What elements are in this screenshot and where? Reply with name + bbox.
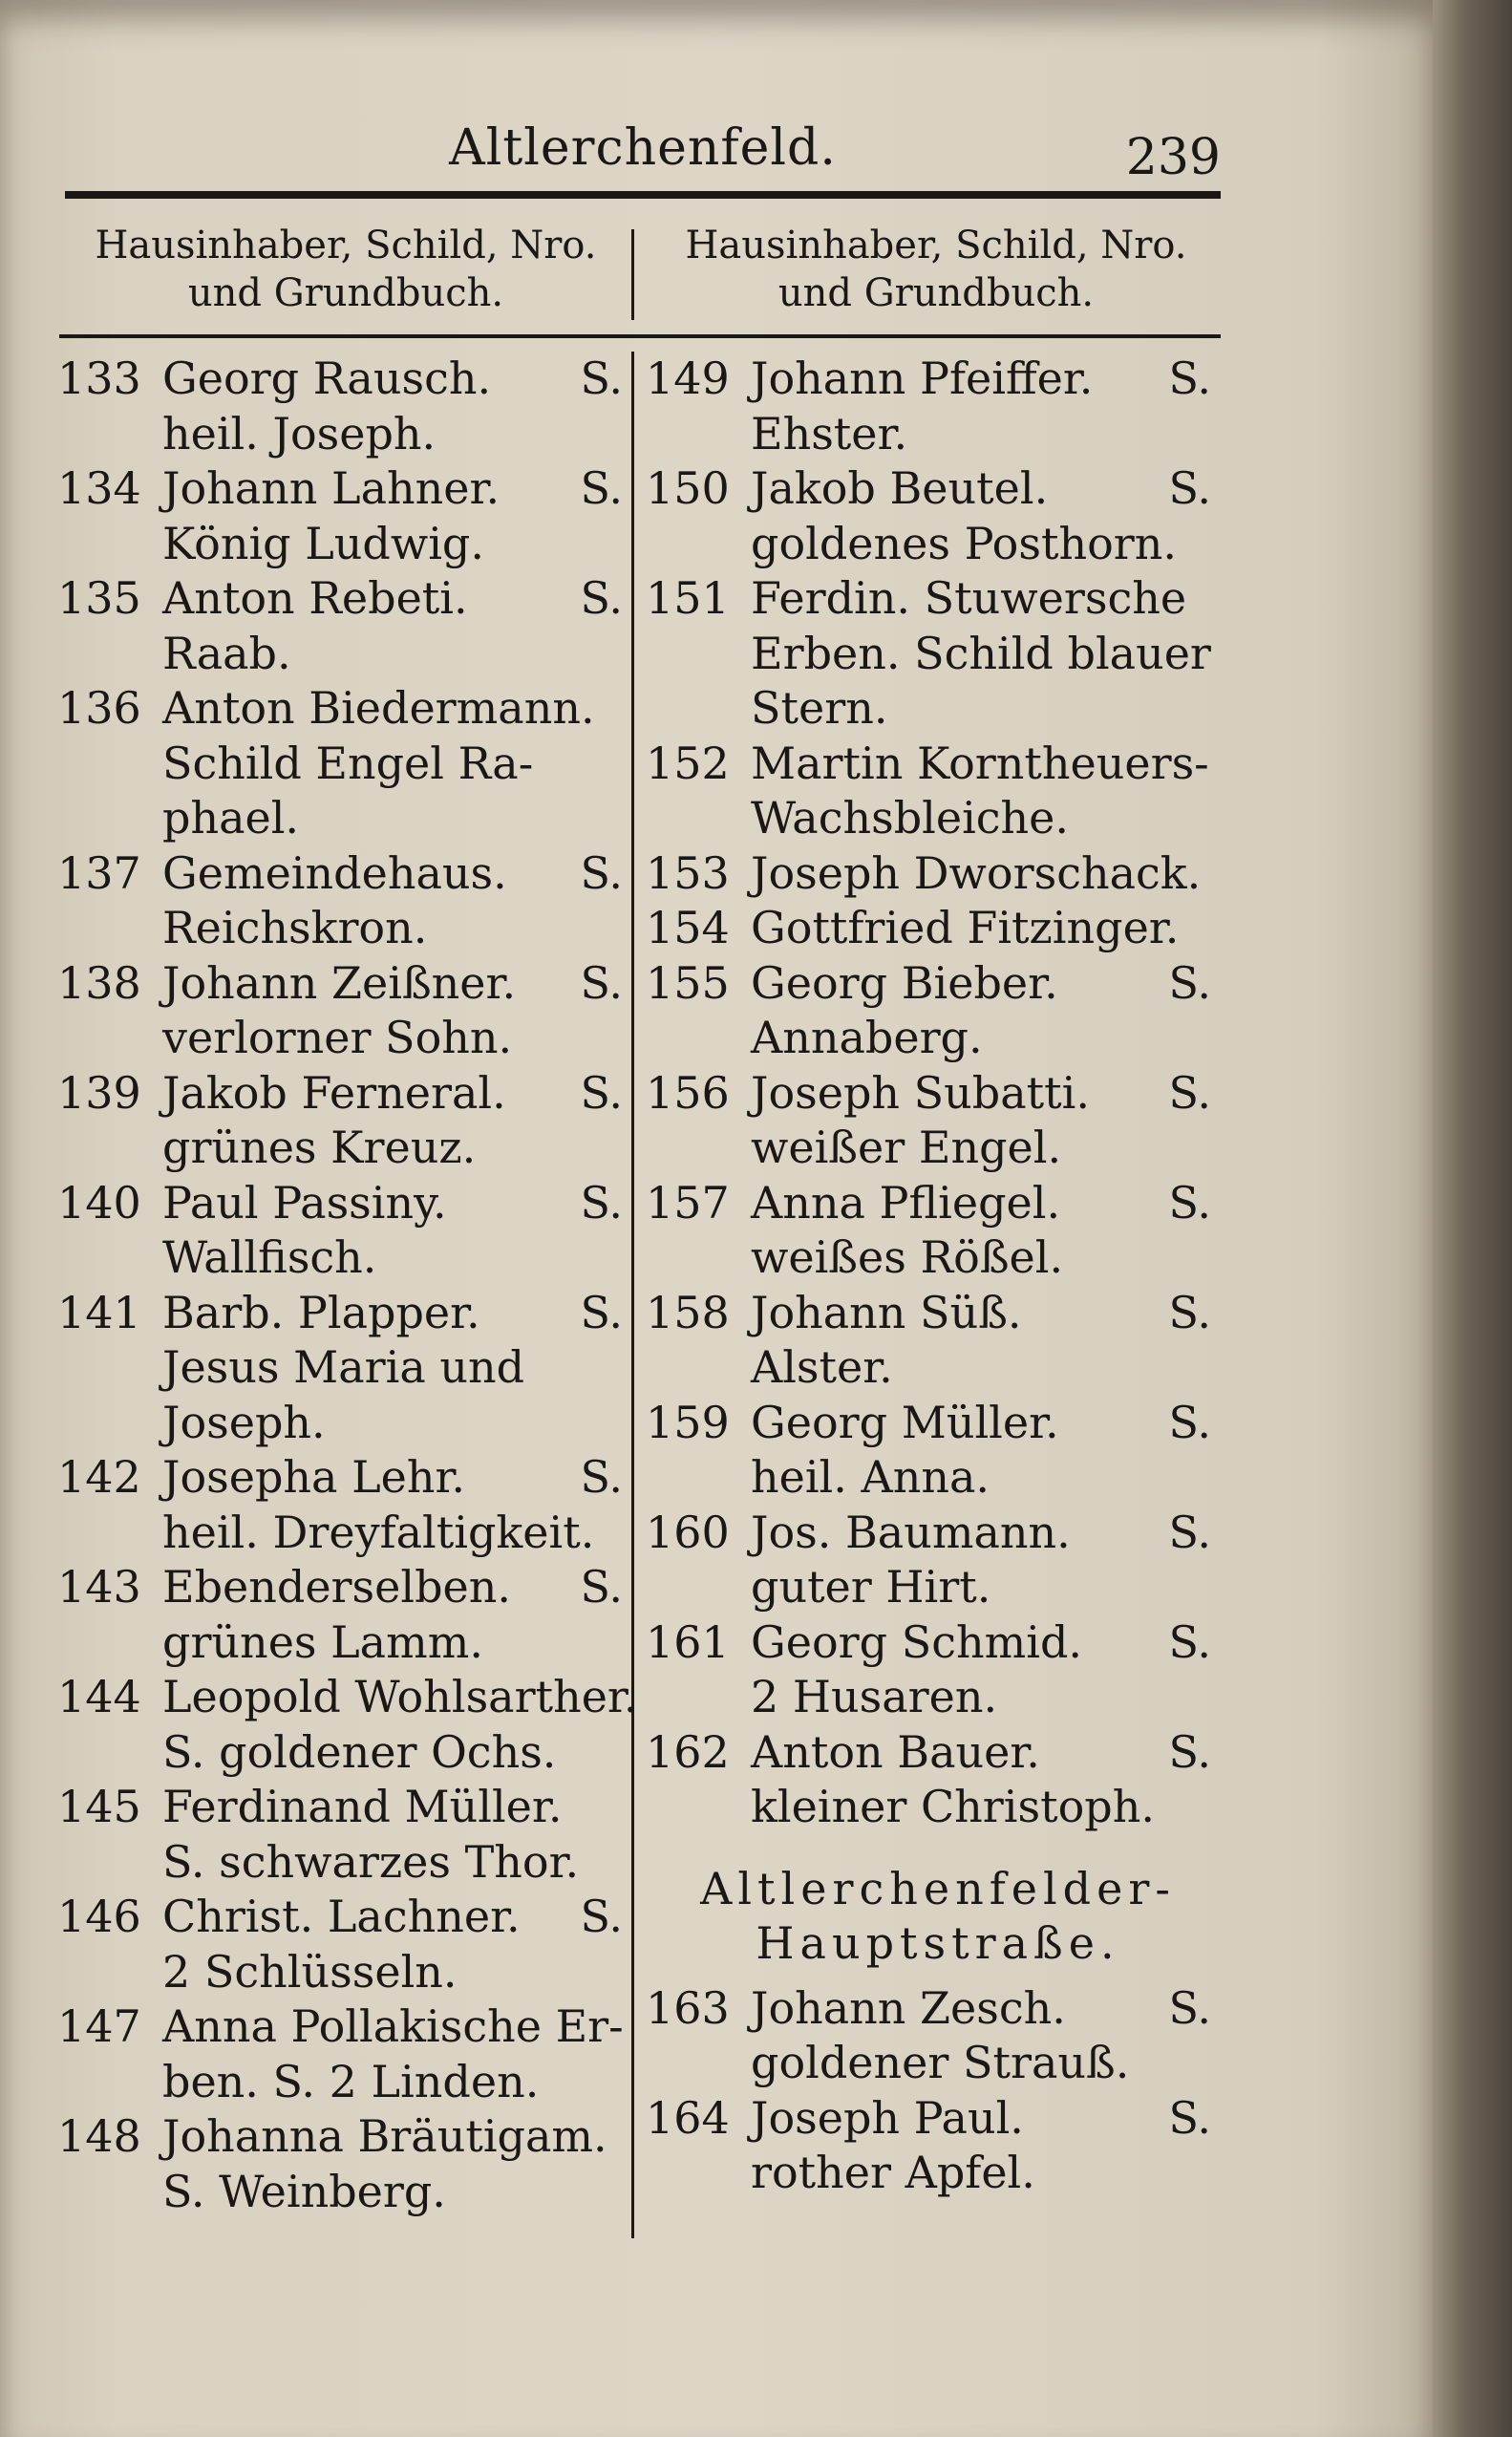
entry-line — [751, 1011, 1211, 1066]
entry-line — [162, 956, 623, 1012]
entry-text: Joseph Subatti. — [751, 1066, 1090, 1119]
list-item — [57, 1286, 623, 1451]
entry-text: Gemeindehaus. — [162, 846, 507, 899]
list-item — [57, 956, 623, 1066]
list-item — [646, 1615, 1211, 1725]
entry-text: Johann Lahner. — [162, 462, 500, 514]
list-item — [646, 846, 1211, 902]
entry-line — [751, 901, 1211, 956]
entry-text: Anton Rebeti. — [162, 572, 468, 624]
entry-line — [162, 1286, 623, 1341]
column-divider — [631, 352, 634, 2238]
entry-text: Johann Süß. — [751, 1286, 1022, 1338]
entry-line — [162, 1121, 623, 1176]
list-item — [646, 1506, 1211, 1615]
column-header-rule — [59, 334, 1221, 338]
entry-text: Barb. Plapper. — [162, 1286, 480, 1338]
entry-number: 148 — [57, 2110, 141, 2162]
sign-abbrev: S. — [1168, 2091, 1211, 2144]
right-column-entries — [646, 352, 1211, 1835]
entry-line — [751, 1670, 1211, 1725]
entry-number: 144 — [57, 1671, 141, 1722]
entry-text: 2 Schlüsseln. — [162, 1945, 458, 1998]
entry-text: Anton Bauer. — [751, 1725, 1040, 1778]
sign-abbrev: S. — [1168, 1615, 1211, 1668]
entry-text: Anna Pfliegel. — [751, 1176, 1061, 1229]
entry-text: Alster. — [751, 1341, 893, 1393]
entry-text: Gottfried Fitzinger. — [751, 902, 1180, 953]
list-item — [646, 901, 1211, 956]
entry-number: 138 — [57, 956, 141, 1009]
entry-text: Johann Zesch. — [751, 1981, 1066, 2034]
entry-number: 152 — [646, 737, 730, 789]
sign-abbrev: S. — [1168, 1176, 1211, 1229]
list-item — [57, 1670, 638, 1780]
entry-text: Christ. Lachner. — [162, 1891, 521, 1942]
section-heading-line1: Altlerchenfelder- — [700, 1862, 1176, 1914]
entry-number: 145 — [57, 1781, 141, 1832]
list-item — [646, 737, 1211, 846]
entry-text: phael. — [162, 792, 300, 844]
sign-abbrev: S. — [1168, 1506, 1211, 1558]
page-edge — [1433, 0, 1512, 2437]
list-item — [57, 1999, 623, 2109]
list-item — [57, 352, 623, 461]
entry-number: 133 — [57, 353, 141, 404]
list-item — [57, 1066, 623, 1176]
column-header-line2: und Grundbuch. — [777, 271, 1095, 315]
entry-text: heil. Dreyfaltigkeit. — [162, 1506, 595, 1558]
entry-line — [751, 681, 1211, 737]
entry-text: heil. Joseph. — [162, 407, 437, 460]
sign-abbrev: S. — [580, 1176, 623, 1229]
entry-line — [162, 1506, 623, 1561]
entry-number: 161 — [646, 1615, 730, 1668]
entry-number: 156 — [646, 1066, 730, 1119]
entry-line — [751, 956, 1211, 1012]
entry-number: 154 — [646, 902, 730, 953]
entry-line — [162, 1999, 623, 2055]
section-heading — [646, 1862, 1211, 1972]
left-column — [57, 352, 638, 2219]
column-header-line2: und Grundbuch. — [187, 271, 504, 315]
list-item — [57, 571, 623, 681]
entry-number: 134 — [57, 462, 141, 514]
sign-abbrev: S. — [1168, 1396, 1211, 1448]
entry-line — [162, 2109, 623, 2165]
list-item — [57, 1450, 623, 1560]
entry-text: 2 Husaren. — [751, 1671, 998, 1722]
entry-text: Johann Pfeiffer. — [751, 353, 1094, 404]
entry-text: Georg Schmid. — [751, 1615, 1083, 1668]
entry-line — [751, 846, 1211, 902]
entry-line — [162, 1011, 623, 1066]
entry-line — [751, 1286, 1211, 1341]
entry-text: S. goldener Ochs. — [162, 1725, 557, 1778]
list-item — [57, 681, 623, 846]
entry-line — [162, 901, 623, 956]
entry-text: goldener Strauß. — [751, 2037, 1130, 2088]
entry-text: Jos. Baumann. — [751, 1506, 1071, 1558]
entry-line — [751, 1230, 1211, 1286]
entry-text: grünes Kreuz. — [162, 1122, 477, 1173]
entry-line — [162, 846, 623, 902]
list-item — [57, 1890, 623, 1999]
entry-number: 135 — [57, 572, 141, 624]
entry-line — [162, 517, 623, 572]
entry-number: 149 — [646, 353, 730, 404]
entry-line — [162, 1725, 623, 1781]
entry-text: Raab. — [162, 627, 291, 679]
entry-line — [162, 1615, 623, 1671]
entry-number: 143 — [57, 1561, 141, 1613]
entry-number: 139 — [57, 1066, 141, 1119]
sign-abbrev: S. — [580, 1286, 623, 1338]
entry-line — [751, 1615, 1211, 1671]
entry-text: Ebenderselben. — [162, 1561, 511, 1613]
entry-text: weißes Rößel. — [751, 1231, 1064, 1283]
sign-abbrev: S. — [580, 846, 623, 899]
column-header-line1: Hausinhaber, Schild, Nro. — [685, 224, 1187, 267]
column-header-line1: Hausinhaber, Schild, Nro. — [95, 224, 597, 267]
section-heading-line2: Hauptstraße. — [756, 1917, 1120, 1969]
entry-line — [751, 737, 1211, 792]
entry-number: 140 — [57, 1176, 141, 1229]
entry-number: 136 — [57, 682, 141, 734]
entry-text: verlorner Sohn. — [162, 1012, 513, 1063]
entry-line — [751, 791, 1211, 846]
sign-abbrev: S. — [580, 956, 623, 1009]
entry-number: 142 — [57, 1451, 141, 1503]
header-rule — [65, 191, 1221, 199]
list-item — [646, 1725, 1211, 1835]
list-item — [57, 1780, 623, 1890]
entry-text: Paul Passiny. — [162, 1176, 447, 1229]
column-header-right — [650, 222, 1223, 327]
column-header-left — [59, 222, 632, 327]
sign-abbrev: S. — [580, 1561, 623, 1613]
entry-text: goldenes Posthorn. — [751, 517, 1178, 569]
list-item — [646, 1396, 1211, 1506]
entry-text: Anton Biedermann. — [162, 682, 595, 734]
entry-line — [751, 407, 1211, 462]
entry-line — [751, 517, 1211, 572]
entry-text: S. Weinberg. — [162, 2165, 446, 2217]
entry-line — [751, 1396, 1211, 1451]
entry-number: 158 — [646, 1286, 730, 1338]
entry-text: Ferdin. Stuwersche — [751, 572, 1187, 624]
entry-text: Annaberg. — [751, 1012, 983, 1063]
list-item — [646, 571, 1211, 737]
sign-abbrev: S. — [1168, 462, 1211, 514]
entry-number: 141 — [57, 1286, 141, 1338]
sign-abbrev: S. — [580, 572, 623, 624]
entry-text: Joseph Paul. — [751, 2091, 1024, 2144]
column-header-divider — [631, 229, 634, 320]
entry-text: Anna Pollakische Er- — [162, 2000, 624, 2052]
entry-text: Stern. — [751, 682, 888, 734]
sign-abbrev: S. — [580, 1451, 623, 1503]
entry-text: Schild Engel Ra- — [162, 737, 534, 789]
list-item — [57, 461, 623, 571]
entry-text: König Ludwig. — [162, 517, 485, 569]
entry-text: grünes Lamm. — [162, 1615, 483, 1668]
sign-abbrev: S. — [1168, 1066, 1211, 1119]
sign-abbrev: S. — [1168, 353, 1211, 404]
entry-line — [162, 681, 623, 737]
entry-line — [162, 1230, 623, 1286]
entry-text: Martin Korntheuers- — [751, 737, 1209, 789]
entry-text: Josepha Lehr. — [162, 1451, 466, 1503]
page-number: 239 — [1125, 129, 1221, 186]
entry-number: 157 — [646, 1176, 730, 1229]
entry-line — [162, 627, 623, 682]
entry-text: weißer Engel. — [751, 1122, 1062, 1173]
sign-abbrev: S. — [1168, 956, 1211, 1009]
entry-text: Jesus Maria und — [162, 1341, 525, 1393]
entry-text: Georg Rausch. — [162, 353, 492, 404]
entry-line — [162, 407, 623, 462]
entry-text: S. schwarzes Thor. — [162, 1835, 580, 1888]
entry-line — [751, 2146, 1211, 2201]
list-item — [646, 1176, 1211, 1286]
entry-number: 164 — [646, 2091, 730, 2144]
entry-line — [751, 1176, 1211, 1231]
entry-line — [162, 1560, 623, 1615]
entry-number: 147 — [57, 2000, 141, 2052]
entry-text: Reichskron. — [162, 902, 428, 953]
entry-line — [162, 1670, 638, 1725]
entry-line — [162, 2165, 623, 2220]
entry-number: 163 — [646, 1981, 730, 2034]
list-item — [646, 352, 1211, 461]
entry-line — [751, 1340, 1211, 1396]
entry-number: 153 — [646, 846, 730, 899]
entry-line — [751, 1725, 1211, 1781]
entry-text: Erben. Schild blauer — [751, 627, 1211, 679]
entry-text: Georg Bieber. — [751, 956, 1058, 1009]
entry-text: guter Hirt. — [751, 1561, 991, 1613]
entry-line — [751, 461, 1211, 517]
entry-line — [162, 1890, 623, 1945]
list-item — [57, 1560, 623, 1670]
entry-line — [162, 1945, 623, 2000]
entry-text: rother Apfel. — [751, 2147, 1035, 2198]
entry-text: Jakob Beutel. — [751, 462, 1049, 514]
entry-number: 155 — [646, 956, 730, 1009]
entry-line — [751, 1066, 1211, 1122]
entry-text: Ehster. — [751, 407, 908, 460]
entry-text: Johann Zeißner. — [162, 956, 517, 1009]
entry-text: Georg Müller. — [751, 1396, 1059, 1448]
entry-text: kleiner Christoph. — [751, 1781, 1155, 1832]
entry-text: Johanna Bräutigam. — [162, 2110, 607, 2162]
entry-line — [751, 1560, 1211, 1615]
entry-line — [162, 571, 623, 627]
list-item — [646, 1981, 1211, 2091]
entry-text: Leopold Wohlsarther. — [162, 1671, 638, 1722]
entry-number: 162 — [646, 1725, 730, 1778]
entry-line — [162, 1340, 623, 1396]
entry-line — [751, 571, 1211, 627]
entry-line — [162, 791, 623, 846]
running-title: Altlerchenfeld. — [449, 119, 837, 177]
sign-abbrev: S. — [1168, 1286, 1211, 1338]
list-item — [57, 846, 623, 956]
list-item — [646, 1286, 1211, 1396]
entry-line — [162, 1066, 623, 1122]
page-header — [65, 110, 1221, 196]
sign-abbrev: S. — [1168, 1981, 1211, 2034]
entry-line — [751, 1450, 1211, 1506]
list-item — [646, 956, 1211, 1066]
list-item — [646, 2091, 1211, 2201]
entry-number: 146 — [57, 1891, 141, 1942]
entry-line — [751, 352, 1211, 407]
list-item — [646, 1066, 1211, 1176]
entry-line — [751, 1780, 1211, 1835]
entry-line — [162, 1780, 623, 1835]
entry-line — [751, 627, 1211, 682]
entry-text: Jakob Ferneral. — [162, 1066, 506, 1119]
entry-line — [162, 2055, 623, 2110]
entry-line — [162, 352, 623, 407]
sign-abbrev: S. — [580, 1066, 623, 1119]
sign-abbrev: S. — [580, 1891, 623, 1942]
entry-number: 151 — [646, 572, 730, 624]
list-item — [646, 461, 1211, 571]
list-item — [57, 2109, 623, 2219]
entry-line — [162, 1450, 623, 1506]
entry-line — [162, 1396, 623, 1451]
entry-number: 137 — [57, 846, 141, 899]
entry-line — [751, 1121, 1211, 1176]
entry-line — [751, 2036, 1211, 2091]
entry-line — [162, 737, 623, 792]
entry-line — [162, 461, 623, 517]
entry-line — [751, 1981, 1211, 2037]
entry-text: Joseph Dworschack. — [751, 846, 1202, 899]
section-entries — [646, 1981, 1211, 2201]
entry-text: Ferdinand Müller. — [162, 1781, 563, 1832]
entry-line — [162, 1176, 623, 1231]
entry-text: Wachsbleiche. — [751, 792, 1070, 844]
entry-text: ben. S. 2 Linden. — [162, 2055, 540, 2107]
entry-text: Wallfisch. — [162, 1231, 377, 1283]
sign-abbrev: S. — [580, 353, 623, 404]
list-item — [57, 1176, 623, 1286]
sign-abbrev: S. — [1168, 1725, 1211, 1778]
sign-abbrev: S. — [580, 462, 623, 514]
entry-line — [751, 2091, 1211, 2147]
entry-text: Joseph. — [162, 1396, 326, 1448]
entry-number: 150 — [646, 462, 730, 514]
entry-line — [162, 1835, 623, 1891]
entry-number: 160 — [646, 1506, 730, 1558]
entry-line — [751, 1506, 1211, 1561]
entry-number: 159 — [646, 1396, 730, 1448]
right-column — [646, 352, 1211, 2201]
entry-text: heil. Anna. — [751, 1451, 990, 1503]
